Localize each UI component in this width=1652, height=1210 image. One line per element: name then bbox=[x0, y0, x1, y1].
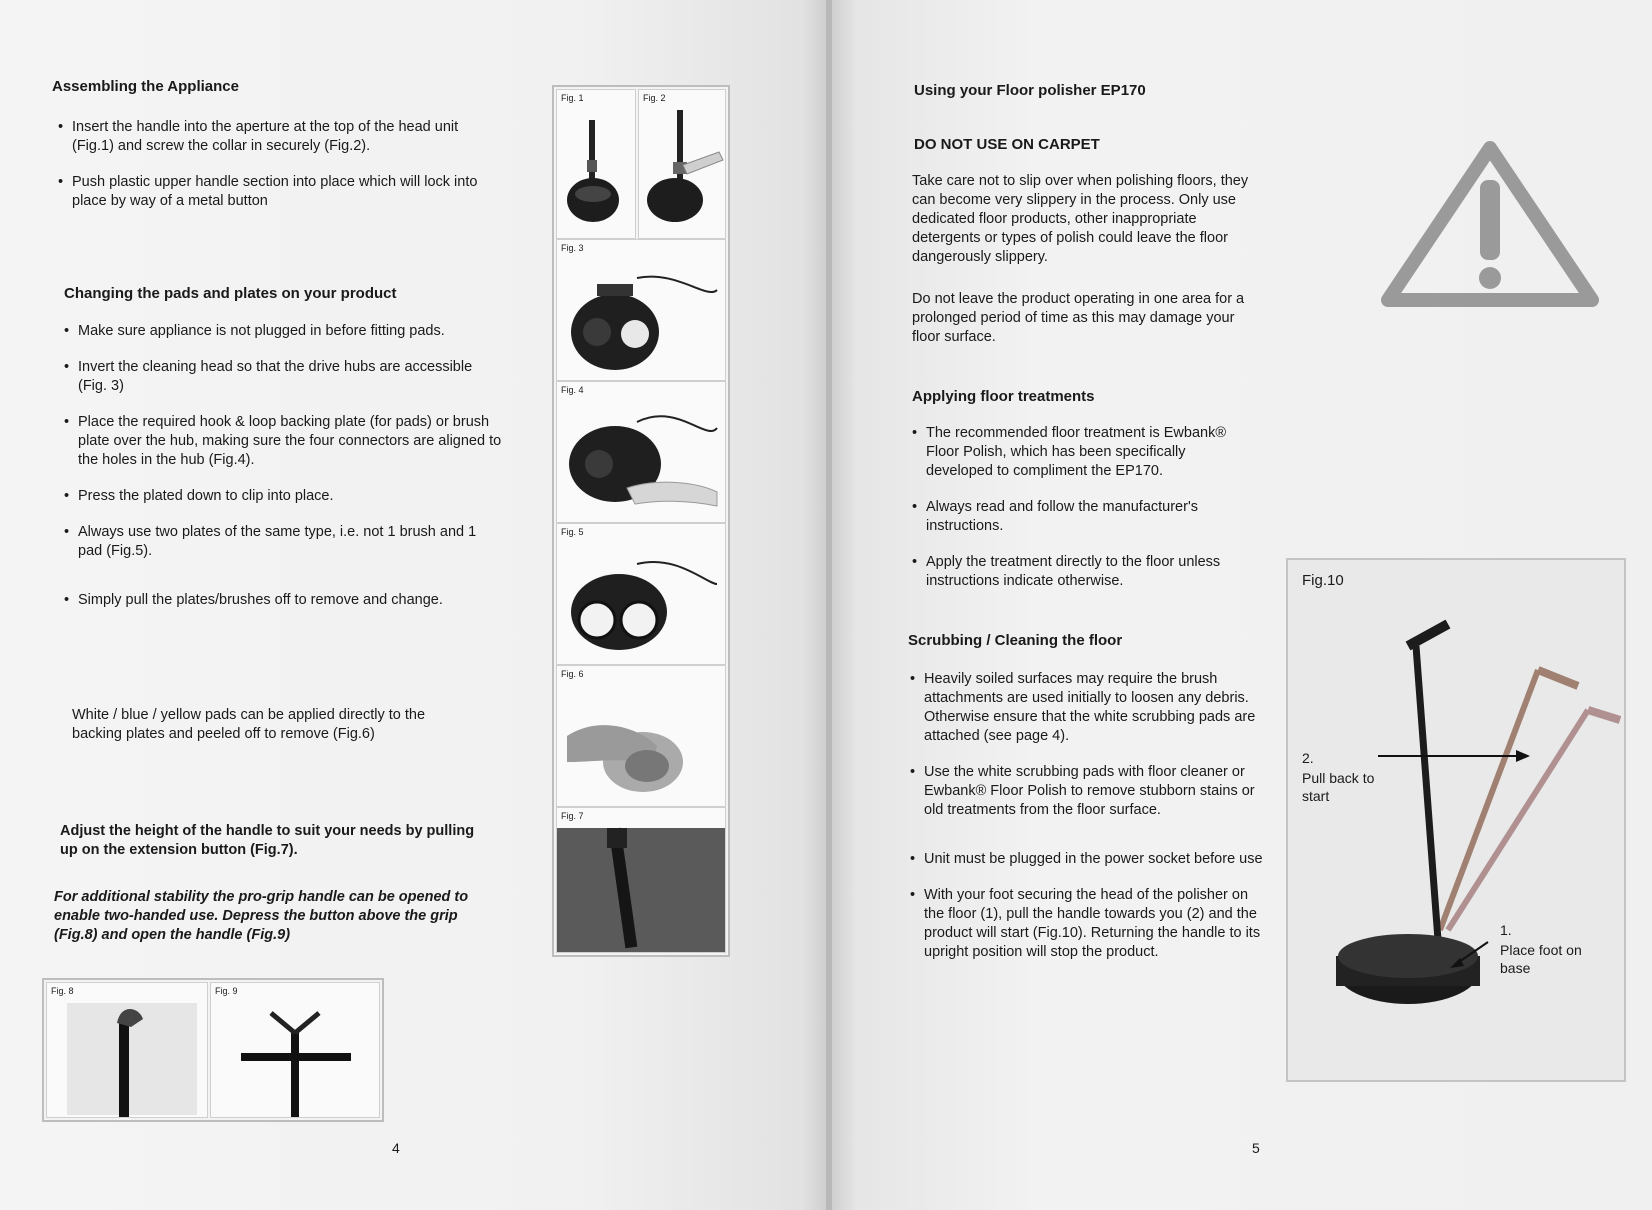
extension-button-icon bbox=[557, 808, 725, 952]
pads-note: White / blue / yellow pads can be applied directly to the backing plates and peeled off to remove (Fig.6) bbox=[72, 707, 426, 742]
assembling-list bbox=[56, 118, 496, 228]
step-2-text: Pull back to start bbox=[1302, 770, 1375, 804]
list-item: • Simply pull the plates/brushes off to remove and change. bbox=[62, 591, 502, 610]
list-item: • Always read and follow the manufacturer's instructions. bbox=[910, 498, 1240, 536]
page-title: Using your Floor polisher EP170 bbox=[914, 82, 1146, 99]
right-page bbox=[832, 0, 1652, 1210]
pads-list bbox=[62, 322, 502, 627]
figure-column bbox=[552, 85, 730, 957]
list-item: • Heavily soiled surfaces may require the brush attachments are used initially to loosen any debris. Otherwise ensure that the white scrubbing pads are attached (see page 4). bbox=[908, 670, 1268, 746]
adjust-text: Adjust the height of the handle to suit your needs by pulling up on the extension button (Fig.7). bbox=[60, 823, 475, 858]
figure-9 bbox=[210, 982, 380, 1118]
figure-label: Fig. 9 bbox=[215, 986, 238, 996]
list-item: • Insert the handle into the aperture at the top of the head unit (Fig.1) and screw the collar in securely (Fig.2). bbox=[56, 118, 496, 156]
figure-label: Fig. 6 bbox=[561, 669, 584, 679]
list-item: • Press the plated down to clip into place. bbox=[62, 487, 502, 506]
inverted-head-icon bbox=[557, 240, 725, 380]
page-number: 4 bbox=[392, 1140, 400, 1156]
figure-label: Fig. 8 bbox=[51, 986, 74, 996]
figure-3 bbox=[556, 239, 726, 381]
step-1-number: 1. bbox=[1500, 922, 1512, 938]
figure-label: Fig. 2 bbox=[643, 93, 666, 103]
figure-6 bbox=[556, 665, 726, 807]
step-1-text: Place foot on base bbox=[1500, 942, 1582, 976]
figure-10 bbox=[1286, 558, 1626, 1082]
list-item: • Invert the cleaning head so that the drive hubs are accessible (Fig. 3) bbox=[62, 358, 502, 396]
figure-7 bbox=[556, 807, 726, 953]
list-item: • Make sure appliance is not plugged in before fitting pads. bbox=[62, 322, 502, 341]
list-item: • Place the required hook & loop backing plate (for pads) or brush plate over the hub, making sure the four connectors are aligned to the holes in the hub (Fig.4). bbox=[62, 413, 502, 470]
list-item: • The recommended floor treatment is Ewbank® Floor Polish, which has been specifically developed to compliment the EP170. bbox=[910, 424, 1240, 481]
page-number: 5 bbox=[1252, 1140, 1260, 1156]
polisher-operation-icon bbox=[1288, 560, 1624, 1080]
assembling-heading: Assembling the Appliance bbox=[52, 78, 239, 95]
figure-2 bbox=[638, 89, 726, 239]
step-2-number: 2. bbox=[1302, 750, 1314, 766]
treatments-heading: Applying floor treatments bbox=[912, 388, 1095, 405]
list-item: • Unit must be plugged in the power socket before use bbox=[908, 850, 1268, 869]
list-item: • With your foot securing the head of the polisher on the floor (1), pull the handle towards you (2) and the product will start (Fig.10). Returning the handle to its upright position will stop the product. bbox=[908, 886, 1268, 962]
list-item: • Always use two plates of the same type, i.e. not 1 brush and 1 pad (Fig.5). bbox=[62, 523, 502, 561]
figure-label: Fig. 4 bbox=[561, 385, 584, 395]
polisher-handle-insert-icon bbox=[557, 90, 635, 238]
grip-button-icon bbox=[47, 983, 207, 1117]
open-handle-icon bbox=[211, 983, 379, 1117]
figure-8 bbox=[46, 982, 208, 1118]
collar-screw-icon bbox=[639, 90, 725, 238]
list-item: • Use the white scrubbing pads with floor cleaner or Ewbank® Floor Polish to remove stubborn stains or old treatments from the floor surface. bbox=[908, 763, 1268, 820]
figure-label: Fig. 1 bbox=[561, 93, 584, 103]
pads-heading: Changing the pads and plates on your product bbox=[64, 285, 397, 302]
list-item: • Apply the treatment directly to the floor unless instructions indicate otherwise. bbox=[910, 553, 1240, 591]
figure-5 bbox=[556, 523, 726, 665]
stability-text: For additional stability the pro-grip handle can be opened to enable two-handed use. Depress the button above the grip (Fig.8) and open the handle (Fig.9) bbox=[54, 889, 469, 943]
warning-triangle-icon bbox=[1380, 140, 1600, 310]
backing-plate-fit-icon bbox=[557, 382, 725, 522]
figure-label: Fig. 7 bbox=[561, 811, 584, 821]
carpet-warning: DO NOT USE ON CARPET bbox=[914, 136, 1100, 153]
scrubbing-heading: Scrubbing / Cleaning the floor bbox=[908, 632, 1123, 649]
figure-4 bbox=[556, 381, 726, 523]
figure-label: Fig. 3 bbox=[561, 243, 584, 253]
slip-warning-text: Take care not to slip over when polishing floors, they can become very slippery in the process. Only use dedicated floor products, other inappropriate detergents or types of polish could leave the floor dangerously slippery. bbox=[912, 173, 1249, 265]
pad-peel-icon bbox=[557, 666, 725, 806]
figure-1 bbox=[556, 89, 636, 239]
scrubbing-list bbox=[908, 670, 1268, 979]
two-plates-icon bbox=[557, 524, 725, 664]
figure-label: Fig. 5 bbox=[561, 527, 584, 537]
list-item: • Push plastic upper handle section into place which will lock into place by way of a metal button bbox=[56, 173, 496, 211]
figure-label: Fig.10 bbox=[1302, 572, 1344, 589]
treatments-list bbox=[910, 424, 1240, 608]
operating-warning-text: Do not leave the product operating in one area for a prolonged period of time as this may damage your floor surface. bbox=[912, 291, 1245, 345]
figure-row-8-9 bbox=[42, 978, 384, 1122]
